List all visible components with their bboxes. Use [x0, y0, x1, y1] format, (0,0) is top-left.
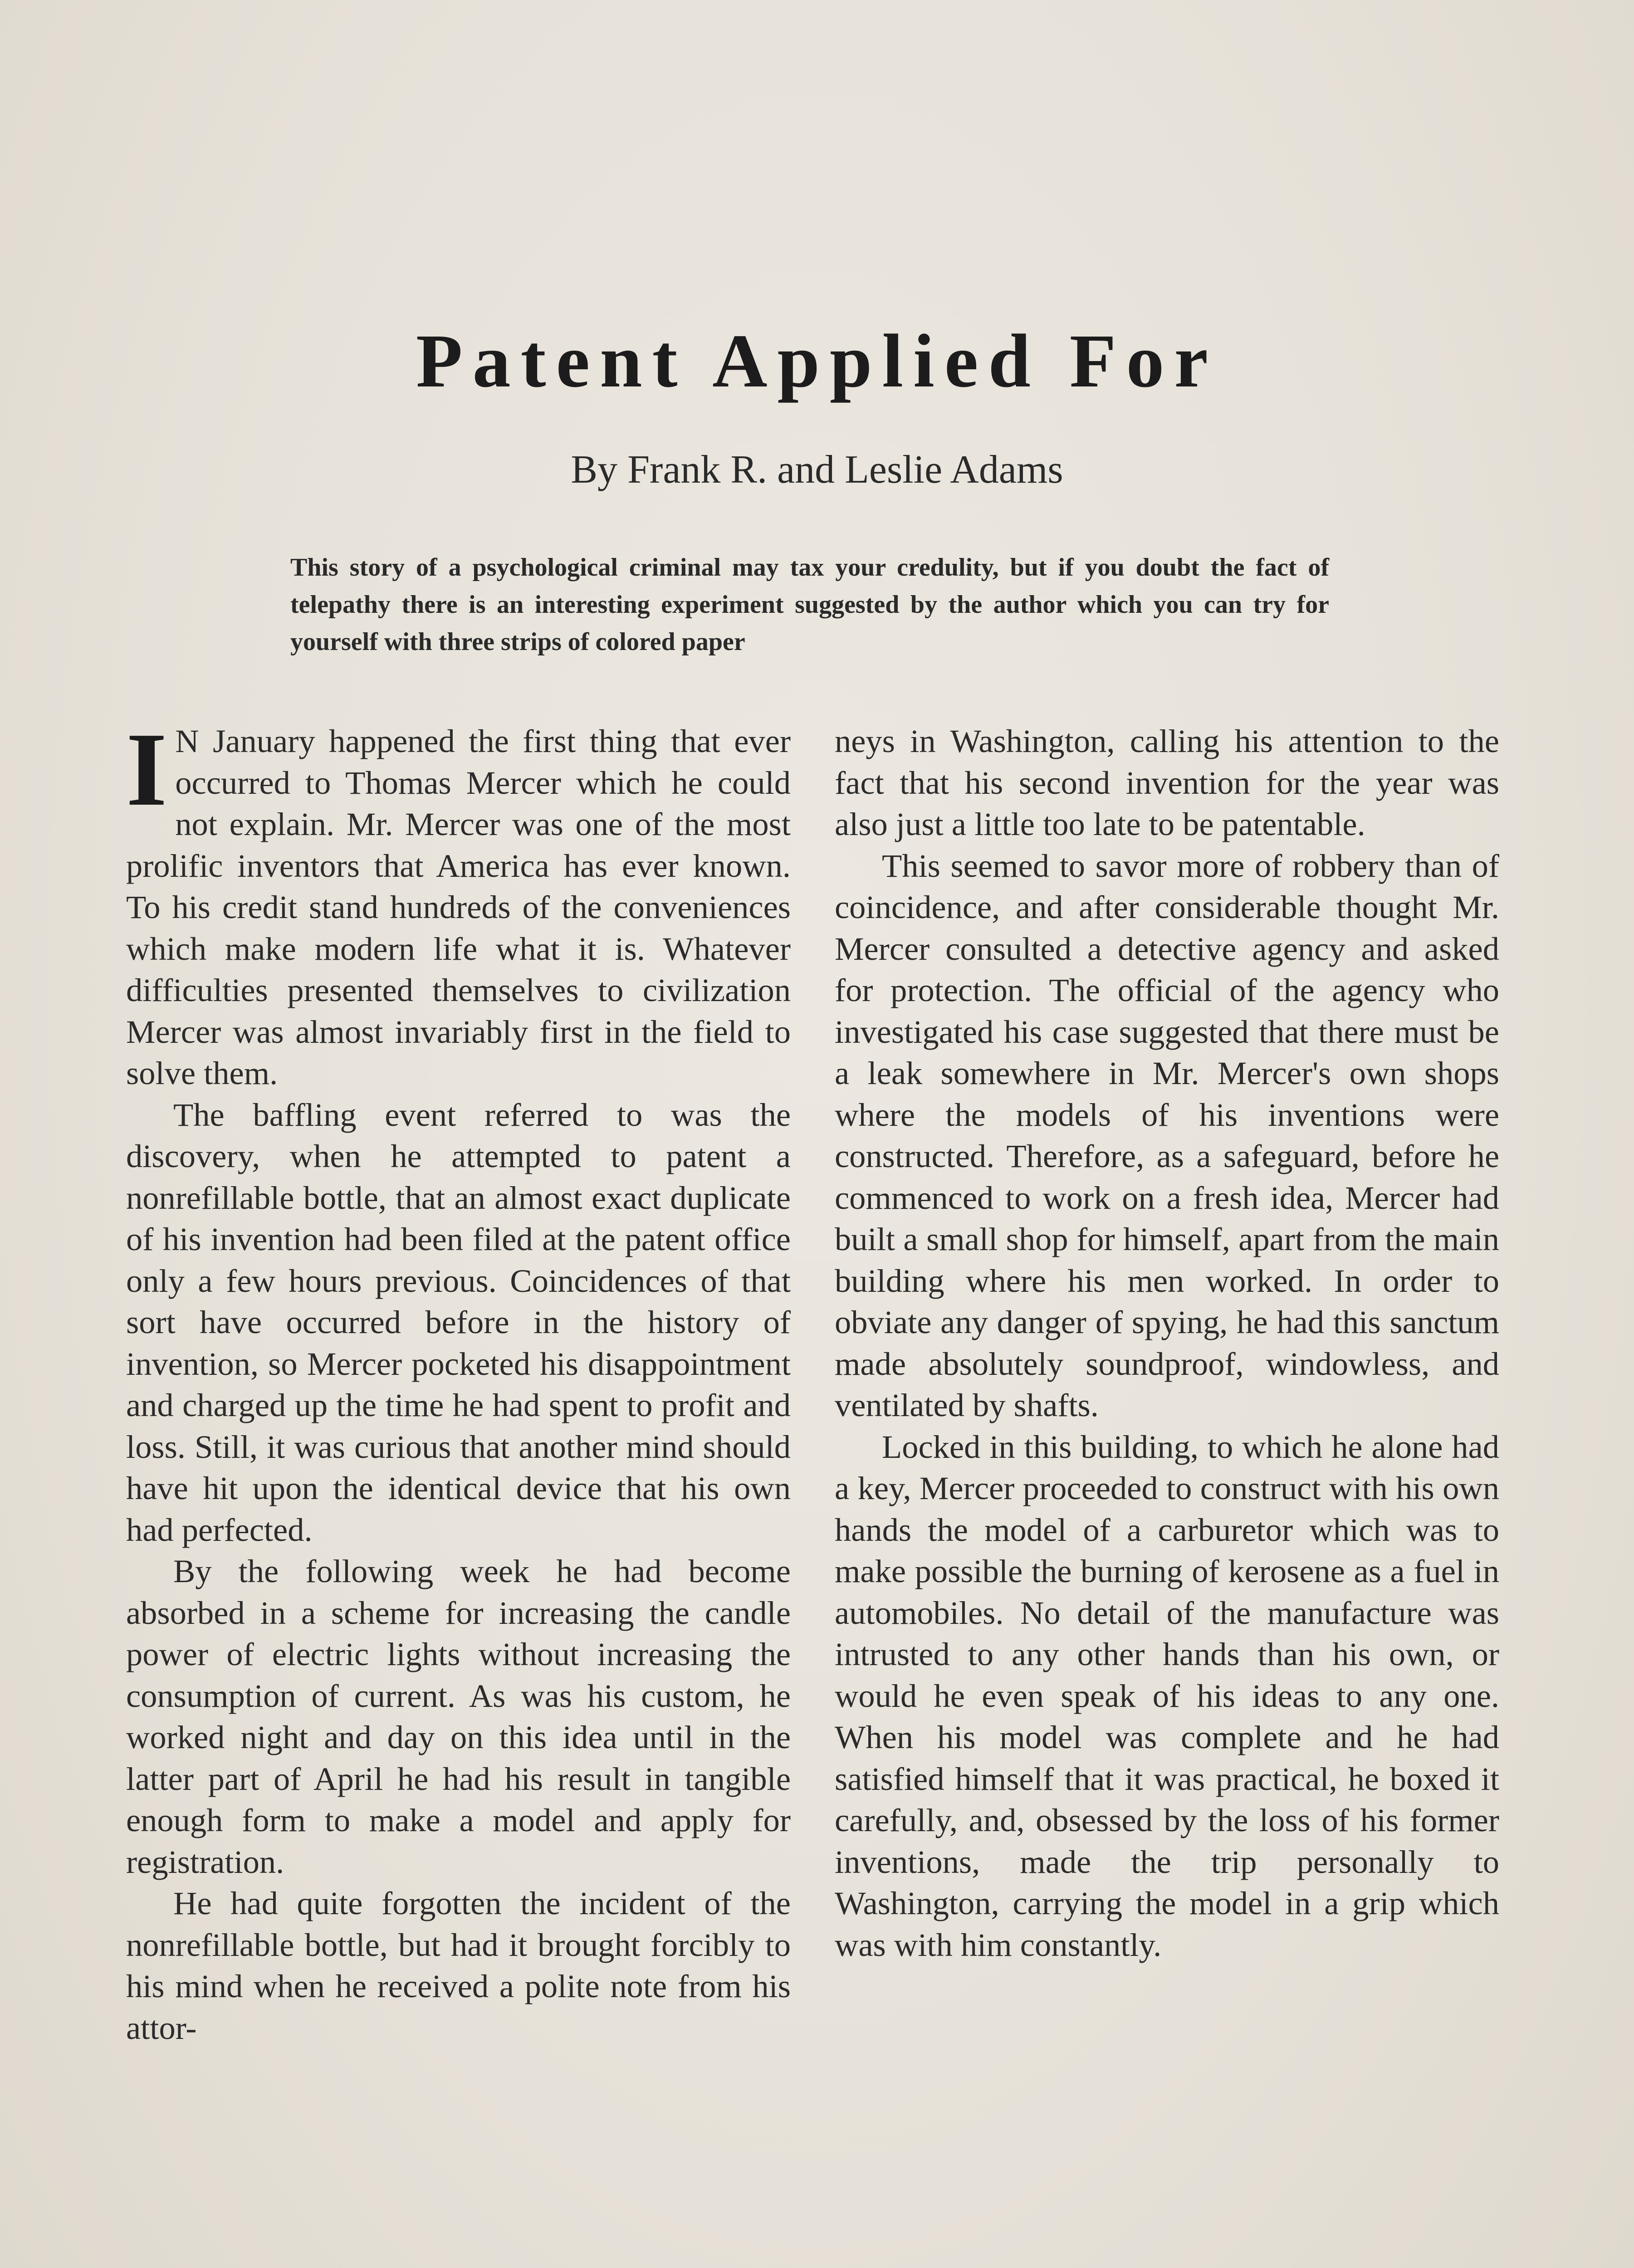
drop-cap: I [126, 711, 167, 828]
paragraph [126, 711, 791, 1094]
intro-blurb: This story of a psychological criminal may tax your credulity, but if you doubt the fact of telepathy there is an interesting experiment suggested by the author which you can try for yourself with three strips of colored paper [290, 553, 1329, 656]
paragraph: neys in Washington, calling his attention to the fact that his second invention for the year was also just a little too late to be patentable. [835, 723, 1499, 842]
paragraph: This seemed to savor more of robbery than of coincidence, and after considerable thought Mr. Mercer consulted a detective agency and asked for protection. The official of the agency who investigated his case suggested that there must be a leak somewhere in Mr. Mercer's own shops where the models of his inventions were constructed. Therefore, as a safeguard, before he commenced to work on a fresh idea, Mercer had built a small shop for himself, apart from the main building where his men worked. In order to obviate any danger of spying, he had this sanctum made absolutely soundproof, windowless, and ventilated by shafts. [835, 847, 1499, 1423]
paragraph: The baffling event referred to was the discovery, when he attempted to patent a nonrefillable bottle, that an almost exact duplicate of his invention had been filed at the patent office only a few hours previous. Coincidences of that sort have occurred before in the history of invention, so Mercer pocketed his disappointment and charged up the time he had spent to profit and loss. Still, it was curious that another mind should have hit upon the identical device that his own had perfected. [126, 1096, 791, 1548]
page-title: Patent Applied For [416, 319, 1218, 403]
paragraph-text: N January happened the first thing that ever occurred to Thomas Mercer which he could not explain. Mr. Mercer was one of the most prolific inventors that America has ever known. To his credit stand hundreds of the conveniences which make modern life what it is. Whatever difficulties presented themselves to civilization Mercer was almost invariably first in the field to solve them. [126, 723, 791, 1091]
byline: By Frank R. and Leslie Adams [571, 448, 1063, 492]
right-column [835, 720, 1499, 1965]
paragraph: Locked in this building, to which he alone had a key, Mercer proceeded to construct with his own hands the model of a carburetor which was to make possible the burning of kerosene as a fuel in automobiles. No detail of the manufacture was intrusted to any other hands than his own, or would he even speak of his ideas to any one. When his model was complete and he had satisfied himself that it was practical, he boxed it carefully, and, obsessed by the loss of his former inventions, made the trip personally to Washington, carrying the model in a grip which was with him constantly. [835, 1428, 1499, 1963]
left-column [126, 711, 791, 2048]
paragraph: He had quite forgotten the incident of the nonrefillable bottle, but had it brought forcibly to his mind when he received a polite note from his attor- [126, 1885, 791, 2046]
paragraph: By the following week he had become absorbed in a scheme for increasing the candle power of electric lights without increasing the consumption of current. As was his custom, he worked night and day on this idea until in the latter part of April he had his result in tangible enough form to make a model and apply for registration. [126, 1553, 791, 1880]
